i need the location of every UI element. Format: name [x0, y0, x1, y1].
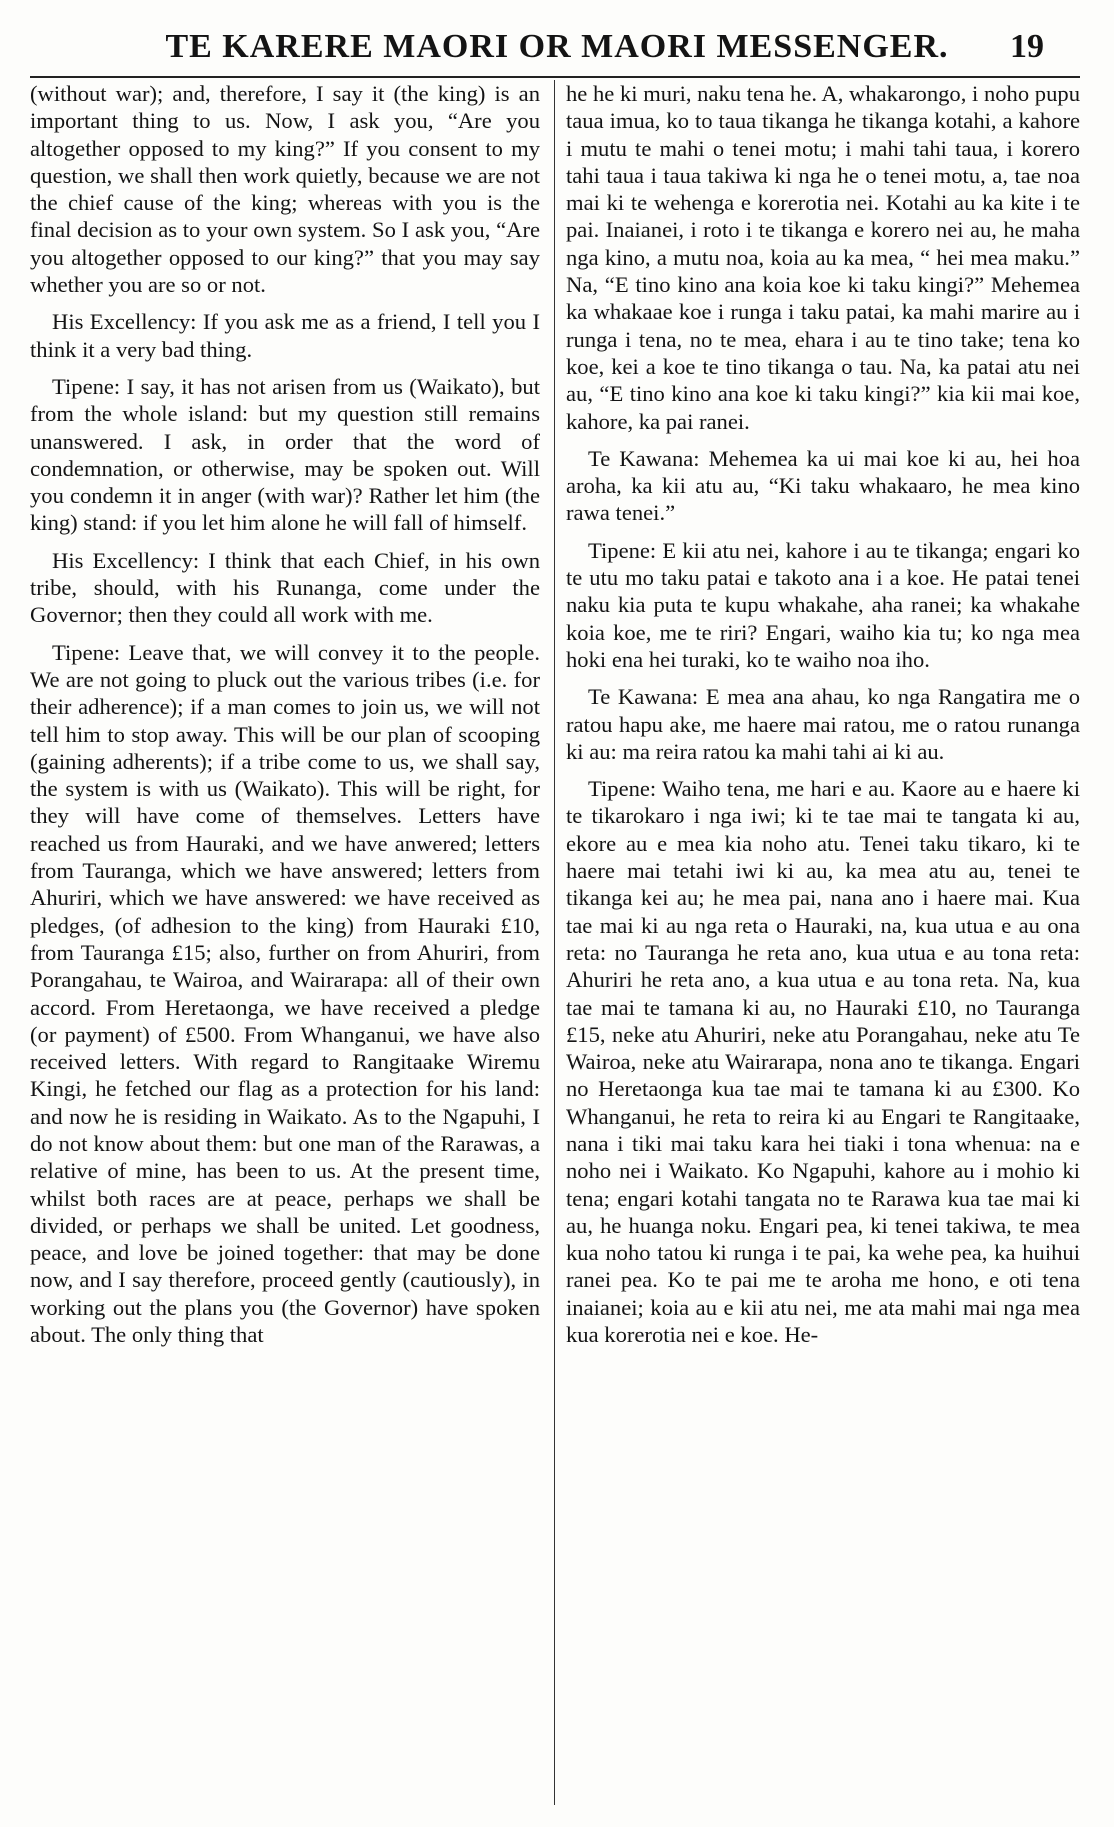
paragraph: Te Kawana: E mea ana ahau, ko nga Rangatira me o ratou hapu ake, me haere mai ratou, me o ratou runanga ki au: ma reira ratou ka mahi tahi ai ki au. — [566, 684, 1080, 764]
running-title: TE KARERE MAORI OR MAORI MESSENGER. — [165, 28, 949, 65]
paragraph: Tipene: Leave that, we will convey it to the people. We are not going to pluck out the various tribes (i.e. for their adherence); if a man comes to join us, we will not tell him to stop away. This will be our plan of scooping (gaining adherents); if a tribe come to us, we shall say, the system is with us (Waikato). This will be right, for they will have come of themselves. Letters have reached us from Hauraki, and we have anwered; letters from Tauranga, which we have answered; letters from Ahuriri, which we have answered: we have received as pledges, (of adhesion to the king) from Hauraki £10, from Tauranga £15; also, further on from Ahuriri, from Porangahau, te Wairoa, and Wairarapa: all of their own accord. From Heretaonga, we have received a pledge (or payment) of £500. From Whanganui, we have also received letters. With regard to Rangitaake Wiremu Kingi, he fetched our flag as a protection for his land: and now he is residing in Waikato. As to the Ngapuhi, I do not know about them: but one man of the Rarawas, a relative of mine, has been to us. At the present time, whilst both races are at peace, perhaps we shall be divided, or perhaps we shall be united. Let goodness, peace, and love be joined together: that may be done now, and I say therefore, proceed gently (cautiously), in working out the plans you (the Governor) have spoken about. The only thing that — [30, 639, 540, 1348]
paragraph: he he ki muri, naku tena he. A, whakarongo, i noho pupu taua imua, ko to taua tikanga he tikanga kotahi, a kahore i mutu te mahi o tenei motu; i mahi tahi taua, i korero tahi taua i taua takiwa ki nga he o tenei motu, a, tae noa mai ki te wehenga e korerotia nei. Kotahi au ka kite i te pai. Inaianei, i roto i te tikanga e korero nei au, he maha nga kino, a mutu noa, koia au ka mea, “ hei mea maku.” Na, “E tino kino ana koia koe ki taku kingi?” Mehemea ka whakaae koe i runga i taku patai, ka mahi marire au i runga i tena, no te mea, ehara i au te tino take; tena ko koe, kei a koe te tino tikanga o tau. Na, ka patai atu nei au, “E tino kino ana koe ki taku kingi?” kia kii mai koe, kahore, ka pai ranei. — [566, 81, 1080, 434]
page-number: 19 — [1010, 28, 1044, 65]
header-rule — [30, 76, 1080, 78]
paragraph: His Excellency: I think that each Chief, in his own tribe, should, with his Runanga, come under the Governor; then they could all work with me. — [30, 547, 540, 628]
column-divider — [554, 80, 555, 1805]
paragraph: Te Kawana: Mehemea ka ui mai koe ki au, hei hoa aroha, ka kii atu au, “Ki taku whakaaro, he mea kino rawa tenei.” — [566, 445, 1080, 526]
paragraph: Tipene: I say, it has not arisen from us (Waikato), but from the whole island: but my question still remains unanswered. I ask, in order that the word of condemnation, or otherwise, may be spoken out. Will you condemn it in anger (with war)? Rather let him (the king) stand: if you let him alone he will fall of himself. — [30, 373, 540, 536]
paragraph: Tipene: E kii atu nei, kahore i au te tikanga; engari ko te utu mo taku patai e takoto ana i a koe. He patai tenei naku kia puta te kupu whakahe, aha ranei; ka whakahe koia koe, me te riri? Engari, waiho kia tu; ko nga mea hoki ena hei turaki, ko te waiho noa iho. — [566, 537, 1080, 672]
english-column — [30, 80, 540, 1805]
maori-column — [566, 80, 1080, 1805]
paragraph: His Excellency: If you ask me as a friend, I tell you I think it a very bad thing. — [30, 309, 540, 362]
page-header — [40, 22, 1074, 72]
paragraph: Tipene: Waiho tena, me hari e au. Kaore au e haere ki te tikarokaro i nga iwi; ki te tae mai te tangata ki au, ekore au e mea kia noho atu. Tenei taku tikaro, ki te haere mai tetahi iwi ki au, ka mea atu au, tenei te tikanga kei au; he mea pai, nana ano i haere mai. Kua tae mai ki au nga reta o Hauraki, na, kua utua e au ona reta: no Tauranga he reta ano, kua utua e au tona reta: Ahuriri he reta ano, a kua utua e au tona reta. Na, kua tae mai te tamana ki au, no Hauraki £10, no Tauranga £15, neke atu Ahuriri, neke atu Porangahau, neke atu Te Wairoa, neke atu Wairarapa, nona ano te tikanga. Engari no Heretaonga kua tae mai te tamana ki au £300. Ko Whanganui, he reta to reira ki au Engari te Rangitaake, nana i tiki mai taku kara hei tiaki i tona whenua: na e noho nei i Waikato. Ko Ngapuhi, kahore au i mohio ki tena; engari kotahi tangata no te Rarawa kua tae mai ki au, he huanga noku. Engari pea, ki tenei takiwa, te mea kua noho tatou ki runga i te pai, ka wehe pea, ka huihui ranei pea. Ko te pai me te aroha me hono, e oti tena inaianei; koia au e kii atu nei, me ata mahi mai nga mea kua korerotia nei e koe. He- — [566, 776, 1080, 1348]
paragraph: (without war); and, therefore, I say it (the king) is an important thing to us. Now, I ask you, “Are you altogether opposed to my king?” If you consent to my question, we shall then work quietly, because we are not the chief cause of the king; whereas with you is the final decision as to your own system. So I ask you, “Are you altogether opposed to our king?” that you may say whether you are so or not. — [30, 81, 540, 298]
